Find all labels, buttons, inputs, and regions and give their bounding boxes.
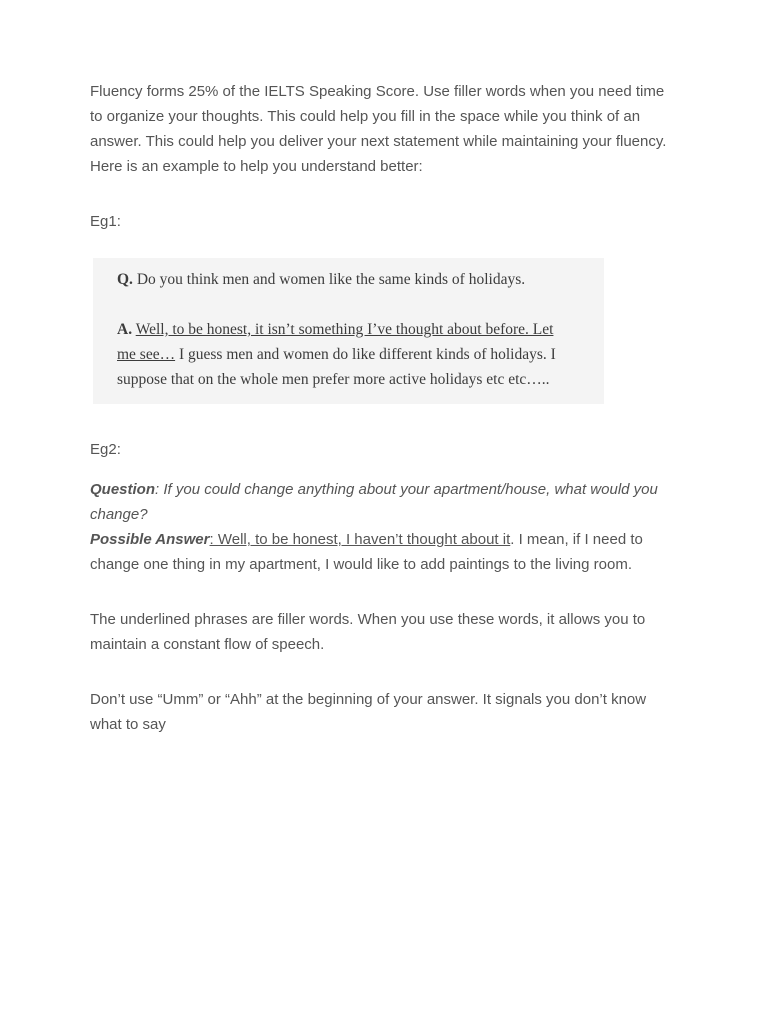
intro-line: Here is an example to help you understand better:: [90, 158, 423, 175]
note-paragraph: [90, 607, 680, 657]
note-line: maintain a constant flow of speech.: [90, 636, 325, 653]
tip-paragraph: [90, 687, 680, 737]
intro-line: to organize your thoughts. This could help you fill in the space while you think of an: [90, 108, 641, 125]
answer-text: . I mean, if I need to: [510, 531, 643, 548]
q-marker: Q.: [117, 271, 133, 288]
eg2-qa-paragraph: [90, 477, 680, 577]
example-filler-phrase: me see…: [117, 346, 176, 363]
example-image-box: [93, 258, 604, 404]
a-marker: A.: [117, 321, 133, 338]
tip-line: what to say: [90, 716, 166, 733]
eg2-answer-line: [90, 527, 680, 552]
intro-line: answer. This could help you deliver your next statement while maintaining your fluency.: [90, 133, 667, 150]
question-text-cont: change?: [90, 506, 148, 523]
question-text: : If you could change anything about your apartment/house, what would you: [155, 481, 658, 498]
example-question-line: [117, 267, 597, 292]
note-line: The underlined phrases are filler words. When you use these words, it allows you to: [90, 611, 646, 628]
question-label: Question: [90, 481, 156, 498]
example-gap: [117, 292, 597, 317]
eg2-question-line: [90, 477, 680, 502]
example-qa: [117, 267, 597, 392]
example-answer-line: suppose that on the whole men prefer more active holidays etc etc…..: [117, 371, 550, 388]
answer-filler-phrase: : Well, to be honest, I haven’t thought about it: [209, 531, 511, 548]
example-filler-phrase: Well, to be honest, it isn’t something I’ve thought about before. Let: [135, 321, 554, 338]
example-answer-text: I guess men and women do like different kinds of holidays. I: [175, 346, 556, 363]
intro-line: Fluency forms 25% of the IELTS Speaking Score. Use filler words when you need time: [90, 83, 665, 100]
example-question: Do you think men and women like the same kinds of holidays.: [136, 271, 526, 288]
tip-line: Don’t use “Umm” or “Ahh” at the beginning of your answer. It signals you don’t know: [90, 691, 647, 708]
intro-paragraph: [90, 79, 680, 179]
answer-text-cont: change one thing in my apartment, I would like to add paintings to the living room.: [90, 556, 632, 573]
answer-label: Possible Answer: [90, 531, 210, 548]
example-answer-line: [117, 342, 597, 367]
eg2-label: Eg2:: [90, 441, 121, 458]
example-answer-line: [117, 317, 597, 342]
eg1-label: Eg1:: [90, 213, 121, 230]
